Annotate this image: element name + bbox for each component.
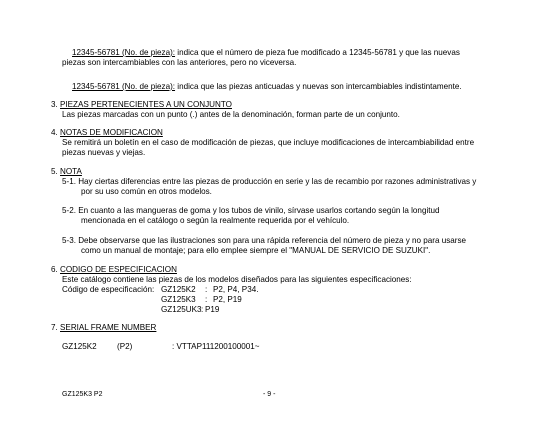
note-item-number: 5-2.	[62, 206, 76, 215]
note-text: indica que el número de pieza fue modificado a 12345-56781 y que las nuevas	[177, 48, 460, 57]
spec-model: GZ125UK3	[161, 305, 202, 314]
section-number: 4.	[51, 128, 58, 137]
note-item-5-3	[62, 236, 466, 256]
section-text: Se remitirá un boletín en el caso de modificación de piezas, que incluye modificaciones de intercambiabilidad entre	[62, 138, 475, 147]
section-text: Este catálogo contiene las piezas de los modelos diseñados para las siguientes especificaciones:	[62, 275, 412, 284]
serial-type: (P2)	[117, 342, 133, 351]
section-heading: CODIGO DE ESPECIFICACION	[60, 265, 177, 274]
section-heading: NOTAS DE MODIFICACION	[60, 128, 163, 137]
serial-model: GZ125K2	[62, 342, 97, 351]
note-item-text: como un manual de montaje; para ello emplee siempre el "MANUAL DE SERVICIO DE SUZUKI".	[81, 246, 431, 255]
intro-note-2	[62, 82, 462, 92]
note-item-text: mencionada en el catálogo o según la realmente requerida por el vehículo.	[81, 216, 350, 225]
note-item-5-1	[62, 177, 476, 197]
section-7	[51, 323, 156, 333]
section-5	[51, 167, 82, 177]
spec-label: Código de especificación:	[62, 285, 155, 294]
spec-separator: :	[201, 305, 204, 314]
footer-model-code: GZ125K3 P2	[62, 391, 103, 398]
note-item-text: Hay ciertas diferencias entre las piezas de producción en serie y las de recambio por razones administrativas y	[78, 177, 477, 186]
spec-row	[161, 295, 258, 305]
section-text: piezas nuevas y viejas.	[62, 148, 146, 157]
part-number-code: 12345-56781 (No. de pieza):	[72, 48, 176, 57]
section-6	[51, 265, 412, 285]
spec-code-label	[62, 285, 154, 295]
section-4	[51, 128, 474, 158]
spec-model: GZ125K2	[161, 285, 196, 294]
spec-row	[161, 285, 258, 295]
note-item-number: 5-1.	[62, 177, 76, 186]
part-number-code: 12345-56781 (No. de pieza):	[72, 82, 176, 91]
note-item-text: En cuanto a las mangueras de goma y los tubos de vinilo, sírvase usarlos cortando según la longitud	[78, 206, 440, 215]
section-number: 3.	[51, 100, 58, 109]
spec-pages: P2, P19	[213, 295, 242, 304]
section-3	[51, 100, 400, 120]
note-item-text: Debe observarse que las ilustraciones son para una rápida referencia del número de pieza y no para usarse	[78, 236, 467, 245]
intro-note-1	[62, 48, 460, 68]
note-text: piezas son intercambiables con las anteriores, pero no viceversa.	[62, 58, 297, 67]
spec-pages: P2, P4, P34.	[213, 285, 259, 294]
spec-separator: :	[205, 295, 208, 304]
note-item-text: por su uso común en otros modelos.	[81, 187, 212, 196]
note-item-5-2	[62, 206, 440, 226]
note-text: indica que las piezas anticuadas y nuevas son intercambiables indistintamente.	[177, 82, 462, 91]
page-number: - 9 -	[263, 391, 276, 398]
serial-value: : VTTAP111200100001~	[172, 342, 260, 351]
section-number: 6.	[51, 265, 58, 274]
spec-separator: :	[205, 285, 208, 294]
serial-frame-row	[62, 342, 260, 352]
spec-pages: P19	[205, 305, 220, 314]
spec-row	[161, 305, 258, 315]
spec-model: GZ125K3	[161, 295, 196, 304]
section-heading: PIEZAS PERTENECIENTES A UN CONJUNTO	[60, 100, 232, 109]
section-heading: NOTA	[60, 167, 82, 176]
section-number: 7.	[51, 323, 58, 332]
section-text: Las piezas marcadas con un punto (.) antes de la denominación, forman parte de un conjunto.	[62, 110, 400, 119]
section-heading: SERIAL FRAME NUMBER	[60, 323, 157, 332]
section-number: 5.	[51, 167, 58, 176]
note-item-number: 5-3.	[62, 236, 76, 245]
spec-list	[161, 285, 258, 315]
